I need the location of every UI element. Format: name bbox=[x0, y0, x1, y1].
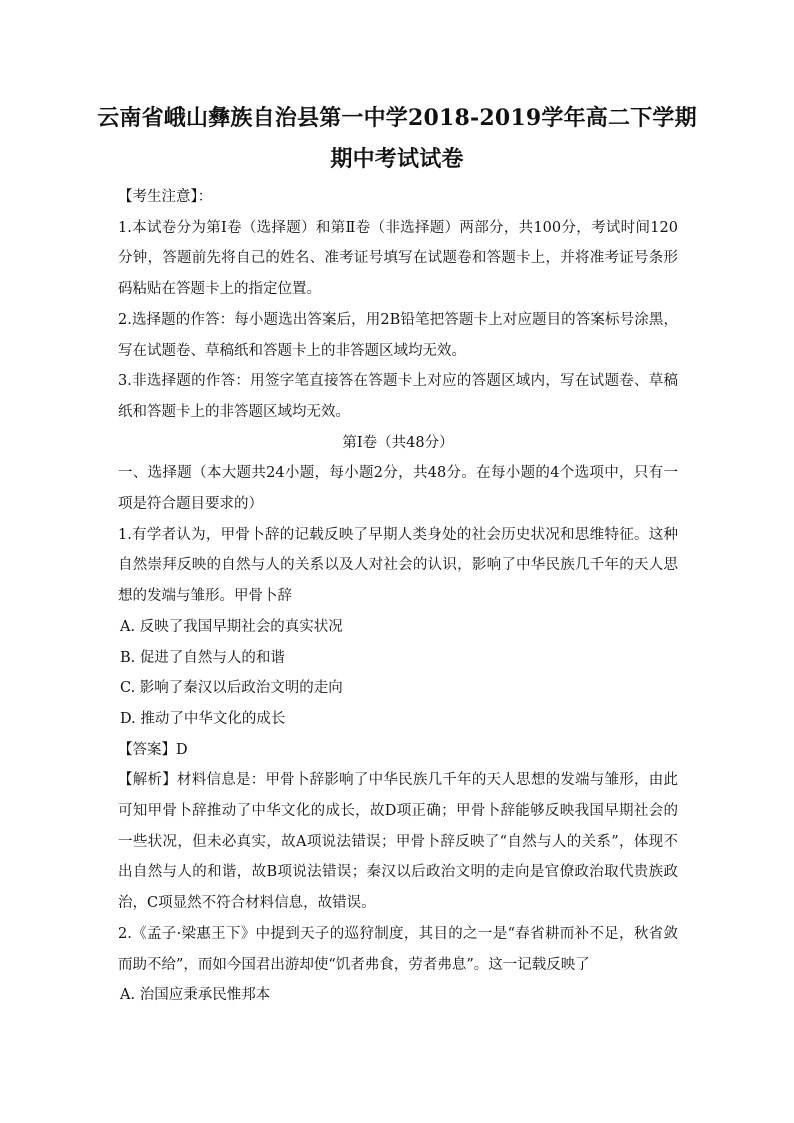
answer-label: 【答案】 bbox=[118, 741, 176, 758]
question-1-option-d: D. 推动了中华文化的成长 bbox=[120, 710, 286, 727]
section-title: 第Ⅰ卷（共48分） bbox=[342, 434, 454, 451]
notice-item-3: 3.非选择题的作答：用签字笔直接答在答题卡上对应的答题区域内，写在试题卷、草稿纸和答题卡上的非答题区域均无效。 bbox=[118, 373, 678, 420]
question-2-stem: 2.《孟子·梁惠王下》中提到天子的巡狩制度，其目的之一是“春省耕而补不足，秋省敛而助不给”，而如今国君出游却使“饥者弗食，劳者弗息”。这一记载反映了 bbox=[118, 925, 678, 973]
exam-body bbox=[118, 182, 678, 1011]
analysis-text: 材料信息是：甲骨卜辞影响了中华民族几千年的天人思想的发端与雏形，由此可知甲骨卜辞推动了中华文化的成长，故D项正确；甲骨卜辞能够反映我国早期社会的一些状况，但未必真实，故A项说法错误；甲骨卜辞反映了“自然与人的关系”，体现不出自然与人的和谐，故B项说法错误；秦汉以后政治文明的走向是官僚政治取代贵族政治，C项显然不符合材料信息，故错误。 bbox=[118, 772, 679, 912]
page-title: 云南省峨山彝族自治县第一中学2018-2019学年高二下学期 bbox=[97, 105, 697, 131]
notice-item-1: 1.本试卷分为第Ⅰ卷（选择题）和第Ⅱ卷（非选择题）两部分，共100分，考试时间120分钟，答题前先将自己的姓名、准考证号填写在试题卷和答题卡上，并将准考证号条形码粘贴在答题卡上的指定位置。 bbox=[118, 219, 678, 298]
section-instructions: 一、选择题（本大题共24小题，每小题2分，共48分。在每小题的4个选项中，只有一项是符合题目要求的） bbox=[118, 465, 678, 513]
question-1-option-b: B. 促进了自然与人的和谐 bbox=[120, 649, 285, 666]
question-1-option-a: A. 反映了我国早期社会的真实状况 bbox=[120, 618, 343, 635]
analysis-label: 【解析】 bbox=[118, 772, 177, 789]
question-1-stem: 1.有学者认为，甲骨卜辞的记载反映了早期人类身处的社会历史状况和思维特征。这种自然崇拜反映的自然与人的关系以及人对社会的认识，影响了中华民族几千年的天人思想的发端与雏形。甲骨卜辞 bbox=[118, 526, 678, 605]
notice-heading: 【考生注意】： bbox=[118, 189, 213, 205]
answer-value: D bbox=[176, 741, 188, 758]
notice-item-2: 2.选择题的作答：每小题选出答案后，用2B铅笔把答题卡上对应题目的答案标号涂黑，写在试题卷、草稿纸和答题卡上的非答题区域均无效。 bbox=[118, 311, 678, 359]
question-1-analysis bbox=[118, 765, 678, 919]
question-1-option-c: C. 影响了秦汉以后政治文明的走向 bbox=[120, 680, 343, 697]
question-2-option-a: A. 治国应秉承民惟邦本 bbox=[120, 987, 271, 1004]
question-1-answer bbox=[118, 735, 678, 766]
page-title-continued: 期中考试试卷 bbox=[330, 146, 464, 172]
